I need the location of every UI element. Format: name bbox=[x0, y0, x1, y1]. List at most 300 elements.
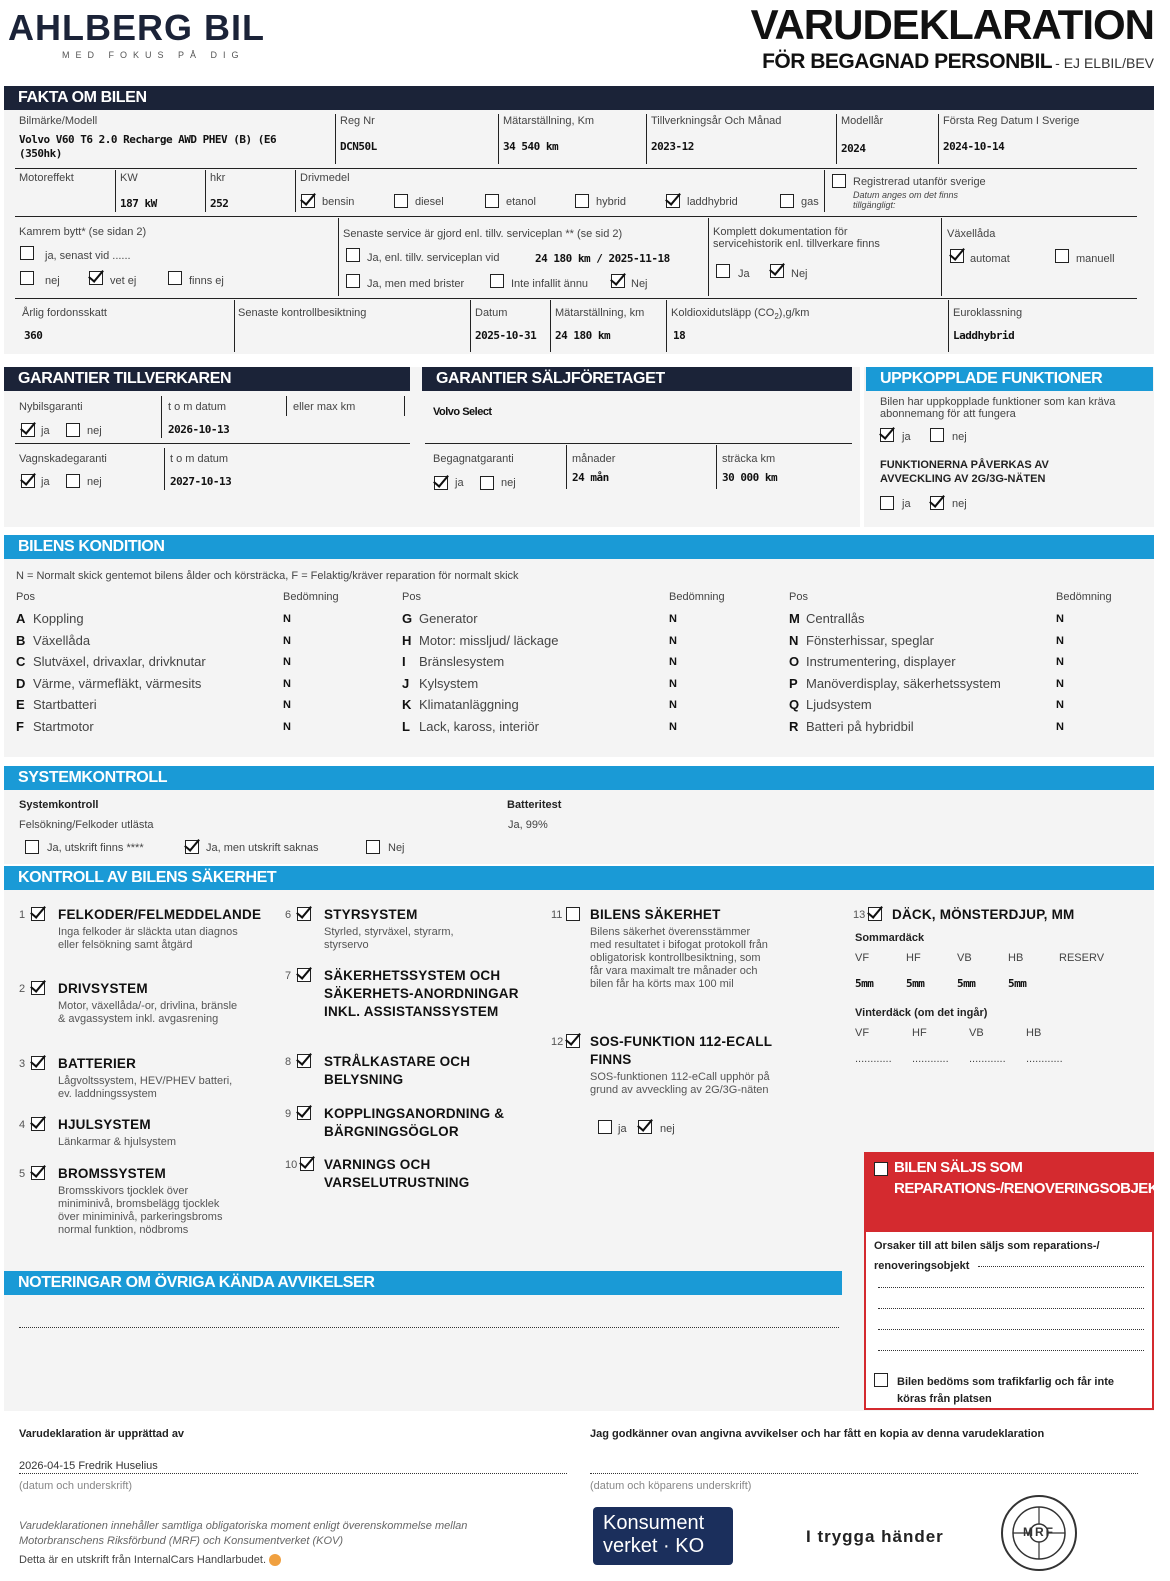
winter-tire-column: VF bbox=[855, 1027, 870, 1039]
connected-no-label: nej bbox=[952, 431, 967, 443]
kondition-item-grade: N bbox=[669, 613, 677, 625]
safety-item-number: 11 bbox=[551, 909, 563, 921]
fuel-etanol-label: etanol bbox=[506, 196, 536, 208]
kondition-item bbox=[789, 676, 1001, 691]
sos-no-checkbox[interactable] bbox=[638, 1120, 652, 1134]
kondition-item-grade: N bbox=[283, 699, 291, 711]
kondition-item bbox=[402, 611, 478, 626]
vagnskade-label: Vagnskadegaranti bbox=[19, 453, 107, 465]
kondition-item-key: B bbox=[16, 632, 26, 648]
repair-reason-label: Orsaker till att bilen säljs som reparations-/ renoveringsobjekt bbox=[874, 1240, 1100, 1272]
modelyear-value: 2024 bbox=[841, 142, 866, 155]
service-flaw-checkbox[interactable] bbox=[346, 274, 360, 288]
servicedoc-label: Komplett dokumentation för servicehistorik enl. tillverkare finns bbox=[713, 226, 880, 250]
winter-tire-depth[interactable]: ............ bbox=[969, 1053, 1006, 1065]
safety-item-number: 8 bbox=[285, 1056, 292, 1068]
model-value: Volvo V60 T6 2.0 Recharge AWD PHEV (B) (E6 (350hk) bbox=[19, 133, 277, 160]
gearbox-manual-checkbox[interactable] bbox=[1055, 249, 1069, 263]
printed-note: Detta är en utskrift från InternalCars Handlarbudet. bbox=[19, 1554, 281, 1566]
safety-item-checkbox[interactable] bbox=[31, 1117, 45, 1131]
fuel-gas-label: gas bbox=[801, 196, 819, 208]
kondition-item-key: F bbox=[16, 718, 24, 734]
mrf-seal-icon bbox=[1000, 1494, 1078, 1572]
safety-item-checkbox[interactable] bbox=[300, 1157, 314, 1171]
safety-item-number: 6 bbox=[285, 909, 292, 921]
kondition-item-label: Batteri på hybridbil bbox=[806, 718, 914, 734]
summer-tire-column: VB bbox=[957, 952, 972, 964]
safety-item-number: 4 bbox=[19, 1119, 26, 1131]
safety-item-checkbox[interactable] bbox=[297, 1106, 311, 1120]
begagnat-yes-label: ja bbox=[455, 477, 464, 489]
summer-tire-column: RESERV bbox=[1059, 952, 1105, 964]
summer-tire-depth: 5mm bbox=[1008, 977, 1027, 990]
kondition-item-key: G bbox=[402, 611, 413, 626]
document-title: VARUDEKLARATION bbox=[750, 1, 1154, 48]
subtitle-main: FÖR BEGAGNAD PERSONBIL bbox=[762, 50, 1053, 73]
system-printed-label: Ja, utskrift finns **** bbox=[47, 842, 144, 854]
manufacture-label: Tillverkningsår Och Månad bbox=[651, 115, 782, 127]
begagnat-label: Begagnatgaranti bbox=[433, 453, 514, 465]
euro-label: Euroklassning bbox=[953, 307, 1023, 319]
service-no-checkbox[interactable] bbox=[611, 274, 625, 288]
service-notdue-label: Inte infallit ännu bbox=[511, 278, 589, 290]
kondition-item bbox=[16, 719, 94, 734]
logo-tagline: MED FOKUS PÅ DIG bbox=[62, 50, 245, 60]
safety-item-description: Lågvoltssystem, HEV/PHEV batteri, ev. laddningssystem bbox=[58, 1075, 233, 1100]
sos-yes-label: ja bbox=[618, 1123, 627, 1135]
summer-tire-depth: 5mm bbox=[855, 977, 874, 990]
service-yes-checkbox[interactable] bbox=[346, 248, 360, 262]
system-no-checkbox[interactable] bbox=[366, 840, 380, 854]
kondition-item-key: Q bbox=[789, 697, 800, 712]
inspection-km-label: Mätarställning, km bbox=[555, 307, 645, 319]
kondition-item bbox=[16, 633, 90, 648]
kondition-item-label: Lack, kaross, interiör bbox=[419, 718, 539, 734]
safety-item-description: Bilens säkerhet överensstämmer med resultatet i bifogat protokoll från obligatorisk kontrollbesiktning, som får vara maximalt tre månader och bilen får ha körts max 100 mil bbox=[590, 926, 768, 990]
trygga-text: I trygga händer bbox=[806, 1527, 944, 1546]
nybil-no-label: nej bbox=[87, 425, 102, 437]
kw-value: 187 kW bbox=[120, 197, 157, 210]
nybil-maxkm-label: eller max km bbox=[293, 401, 356, 413]
kondition-heading: BILENS KONDITION bbox=[4, 535, 1154, 559]
kondition-item bbox=[402, 654, 504, 669]
gearbox-auto-label: automat bbox=[970, 253, 1010, 265]
safety-item-number: 13 bbox=[853, 909, 866, 921]
ko-line1: Konsument bbox=[603, 1512, 705, 1534]
ko-line2: verket · KO bbox=[603, 1535, 705, 1557]
inspection-date-value: 2025-10-31 bbox=[475, 329, 537, 342]
safety-item-title: SOS-FUNKTION 112-ECALL FINNS bbox=[590, 1034, 772, 1067]
subtitle-suffix: - EJ ELBIL/BEV bbox=[1055, 55, 1154, 71]
safety-item-title: VARNINGS OCH VARSELUTRUSTNING bbox=[324, 1157, 470, 1190]
noteringar-heading: NOTERINGAR OM ÖVRIGA KÄNDA AVVIKELSER bbox=[4, 1271, 842, 1295]
connected-yes-checkbox[interactable] bbox=[880, 428, 894, 442]
kondition-item-key: M bbox=[789, 611, 800, 626]
safety-item-title: BATTERIER bbox=[58, 1056, 137, 1071]
safety-item-checkbox[interactable] bbox=[297, 907, 311, 921]
summer-tire-column: HB bbox=[1008, 952, 1024, 964]
seal-text: MRF bbox=[1023, 1525, 1055, 1539]
noteringar-line[interactable] bbox=[19, 1327, 839, 1328]
kondition-item-key: O bbox=[789, 654, 800, 669]
safety-item-title: SÄKERHETSSYSTEM OCH SÄKERHETS-ANORDNINGAR INKL. ASSISTANSSYSTEM bbox=[324, 968, 519, 1019]
winter-tires-label: Vinterdäck (om det ingår) bbox=[855, 1007, 988, 1019]
safety-item-description: SOS-funktionen 112-eCall upphör på grund av avveckling av 2G/3G-näten bbox=[590, 1071, 770, 1096]
kondition-item-label: Ljudsystem bbox=[806, 697, 872, 712]
system-noprint-checkbox[interactable] bbox=[185, 840, 199, 854]
service-yes-label: Ja, enl. tillv. serviceplan vid bbox=[367, 252, 500, 264]
kondition-item-label: Kylsystem bbox=[419, 675, 479, 691]
kondition-item-label: Koppling bbox=[33, 611, 84, 626]
safety-item-number: 2 bbox=[19, 983, 26, 995]
kondition-item-label: Växellåda bbox=[33, 632, 91, 648]
model-label: Bilmärke/Modell bbox=[19, 115, 98, 127]
kondition-item bbox=[402, 676, 478, 691]
kondition-item-grade: N bbox=[283, 720, 291, 733]
kondition-grade-header: Bedömning bbox=[669, 591, 725, 603]
kondition-item-grade: N bbox=[669, 677, 677, 690]
inspection-label: Senaste kontrollbesiktning bbox=[238, 307, 367, 319]
kondition-item-key: H bbox=[402, 632, 412, 648]
kondition-pos-header: Pos bbox=[16, 591, 35, 603]
battery-test-label: Batteritest bbox=[507, 799, 562, 811]
odometer-value: 34 540 km bbox=[503, 140, 559, 153]
approve-text: Jag godkänner ovan angivna avvikelser och har fått en kopia av denna varudeklaration bbox=[590, 1428, 1045, 1440]
abroad-checkbox[interactable] bbox=[832, 174, 846, 188]
service-flaw-label: Ja, men med brister bbox=[367, 278, 465, 290]
winter-tire-column: VB bbox=[969, 1027, 984, 1039]
reg-label: Reg Nr bbox=[340, 115, 375, 127]
safety-item-number: 3 bbox=[19, 1058, 26, 1070]
odometer-label: Mätarställning, Km bbox=[503, 115, 595, 127]
kondition-item-label: Klimatanläggning bbox=[419, 697, 519, 712]
safety-item-description: Länkarmar & hjulsystem bbox=[58, 1136, 176, 1148]
abroad-note: Datum anges om det finns tillgängligt: bbox=[853, 190, 959, 210]
sos-no-label: nej bbox=[660, 1123, 675, 1135]
kondition-item-key: I bbox=[402, 654, 406, 669]
system-printed-checkbox[interactable] bbox=[25, 840, 39, 854]
logo-text: AHLBERG BIL bbox=[8, 7, 265, 48]
safety-item-checkbox[interactable] bbox=[566, 907, 580, 921]
safety-item-number: 1 bbox=[19, 909, 26, 921]
kondition-item bbox=[789, 654, 956, 669]
kondition-section bbox=[4, 535, 1154, 757]
safety-item-description: Motor, växellåda/-or, drivlina, bränsle & avgassystem inkl. avgasrening bbox=[58, 1000, 238, 1025]
fuel-etanol-checkbox[interactable] bbox=[485, 194, 499, 208]
repair-title: BILEN SÄLJS SOM REPARATIONS-/RENOVERINGSOBJEKT bbox=[894, 1159, 1167, 1197]
servicedoc-no-checkbox[interactable] bbox=[770, 264, 784, 278]
safety-item-title: BROMSSYSTEM bbox=[58, 1166, 166, 1181]
service-notdue-checkbox[interactable] bbox=[490, 274, 504, 288]
connected-no-checkbox[interactable] bbox=[930, 428, 944, 442]
safety-item-number: 5 bbox=[19, 1168, 26, 1180]
vagnskade-tom-label: t o m datum bbox=[170, 453, 229, 465]
kondition-item-label: Generator bbox=[419, 611, 478, 626]
tax-value: 360 bbox=[24, 329, 43, 342]
safety-item-title: DRIVSYSTEM bbox=[58, 981, 148, 996]
network-yes-label: ja bbox=[902, 498, 911, 510]
winter-tire-column: HF bbox=[912, 1027, 927, 1039]
kondition-item-label: Slutväxel, drivaxlar, drivknutar bbox=[33, 654, 206, 669]
made-by-label: Varudeklaration är upprättad av bbox=[19, 1428, 185, 1440]
inspection-km-value: 24 180 km bbox=[555, 329, 611, 342]
system-noprint-label: Ja, men utskrift saknas bbox=[206, 842, 319, 854]
kondition-item bbox=[16, 676, 201, 691]
kondition-item-grade: N bbox=[669, 699, 677, 711]
vagnskade-yes-checkbox[interactable] bbox=[21, 474, 35, 488]
kondition-item-grade: N bbox=[1056, 699, 1064, 711]
nybil-label: Nybilsgaranti bbox=[19, 401, 83, 413]
kamrem-unknown-checkbox[interactable] bbox=[89, 271, 103, 285]
fuel-hybrid-checkbox[interactable] bbox=[575, 194, 589, 208]
kondition-item-label: Fönsterhissar, speglar bbox=[806, 632, 934, 648]
begagnat-no-checkbox[interactable] bbox=[480, 476, 494, 490]
kondition-item bbox=[402, 719, 539, 734]
begagnat-months-value: 24 mån bbox=[572, 471, 609, 484]
kondition-item-label: Motor: missljud/ läckage bbox=[419, 632, 559, 648]
safety-item-checkbox[interactable] bbox=[31, 1056, 45, 1070]
kondition-item-key: E bbox=[16, 697, 25, 712]
kamrem-label: Kamrem bytt* (se sidan 2) bbox=[19, 226, 147, 238]
safety-item-title: HJULSYSTEM bbox=[58, 1117, 151, 1132]
safety-item-title: BILENS SÄKERHET bbox=[590, 907, 721, 922]
safety-item-title: STRÅLKASTARE OCH BELYSNING bbox=[324, 1054, 471, 1087]
manufacture-value: 2023-12 bbox=[651, 140, 694, 153]
summer-tire-depth: 5mm bbox=[906, 977, 925, 990]
kondition-item-grade: N bbox=[1056, 677, 1064, 690]
begagnat-months-label: månader bbox=[572, 453, 616, 465]
kondition-item bbox=[789, 697, 872, 712]
company-logo bbox=[8, 8, 265, 60]
nybil-yes-checkbox[interactable] bbox=[21, 423, 35, 437]
kondition-item-grade: N bbox=[283, 677, 291, 690]
summer-tire-column: HF bbox=[906, 952, 921, 964]
kondition-item-grade: N bbox=[669, 634, 677, 647]
kondition-legend: N = Normalt skick gentemot bilens ålder och körsträcka, F = Felaktig/kräver reparation för normalt skick bbox=[16, 570, 519, 582]
kondition-item-grade: N bbox=[283, 656, 291, 668]
gearbox-auto-checkbox[interactable] bbox=[950, 249, 964, 263]
uppkopplade-heading: UPPKOPPLADE FUNKTIONER bbox=[866, 367, 1153, 391]
servicedoc-yes-label: Ja bbox=[738, 268, 750, 280]
inspection-date-label: Datum bbox=[475, 307, 508, 319]
network-warning: FUNKTIONERNA PÅVERKAS AV AVVECKLING AV 2G/3G-NÄTEN bbox=[880, 459, 1049, 485]
kondition-item-label: Bränslesystem bbox=[419, 654, 505, 669]
safety-item-number: 7 bbox=[285, 970, 292, 982]
safety-item-checkbox[interactable] bbox=[31, 981, 45, 995]
safety-item-title: FELKODER/FELMEDDELANDE bbox=[58, 907, 262, 922]
network-no-label: nej bbox=[952, 498, 967, 510]
battery-test-value: Ja, 99% bbox=[508, 819, 548, 831]
fuel-diesel-checkbox[interactable] bbox=[394, 194, 408, 208]
system-sub: Felsökning/Felkoder utlästa bbox=[19, 819, 154, 831]
buyer-signature-line[interactable] bbox=[590, 1473, 1138, 1474]
kamrem-none-checkbox[interactable] bbox=[168, 271, 182, 285]
firstreg-label: Första Reg Datum I Sverige bbox=[943, 115, 1080, 127]
safety-item-description: Bromsskivors tjocklek över miniminivå, bromsbelägg tjocklek över miniminivå, parkeringsbroms normal funktion, nödbroms bbox=[58, 1185, 223, 1236]
safety-item-description: Inga felkoder är släckta utan diagnos eller felsökning samt åtgärd bbox=[58, 926, 238, 951]
modelyear-label: Modellår bbox=[841, 115, 884, 127]
kamrem-no-label: nej bbox=[45, 275, 60, 287]
safety-item-title: STYRSYSTEM bbox=[324, 907, 418, 922]
safety-item-checkbox[interactable] bbox=[566, 1034, 580, 1048]
seller-warranty-name: Volvo Select bbox=[433, 406, 492, 418]
seller-signature-hint: (datum och underskrift) bbox=[19, 1480, 133, 1492]
fuel-bensin-checkbox[interactable] bbox=[301, 194, 315, 208]
fuel-laddhybrid-label: laddhybrid bbox=[687, 196, 738, 208]
kw-label: KW bbox=[120, 172, 138, 184]
safety-item-description: Styrled, styrväxel, styrarm, styrservo bbox=[324, 926, 454, 951]
system-label: Systemkontroll bbox=[19, 799, 99, 811]
kamrem-unknown-label: vet ej bbox=[110, 275, 137, 287]
fuel-bensin-label: bensin bbox=[322, 196, 355, 208]
summer-tire-column: VF bbox=[855, 952, 870, 964]
uppkopplade-text: Bilen har uppkopplade funktioner som kan kräva abonnemang för att fungera bbox=[880, 396, 1116, 420]
kondition-item-key: K bbox=[402, 697, 412, 712]
safety-item-checkbox[interactable] bbox=[297, 968, 311, 982]
network-no-checkbox[interactable] bbox=[930, 496, 944, 510]
safety-item-title: DÄCK, MÖNSTERDJUP, MM bbox=[892, 907, 1075, 922]
seller-signature-value[interactable]: 2026-04-15 Fredrik Huselius bbox=[19, 1460, 158, 1472]
kondition-item-key: N bbox=[789, 632, 799, 648]
sos-yes-checkbox[interactable] bbox=[598, 1120, 612, 1134]
tax-label: Årlig fordonsskatt bbox=[22, 307, 107, 319]
safety-item-checkbox[interactable] bbox=[868, 907, 882, 921]
kondition-item-grade: N bbox=[1056, 613, 1064, 625]
kondition-item bbox=[402, 697, 519, 712]
garanti-salj-section bbox=[414, 367, 860, 527]
kondition-item bbox=[789, 719, 914, 734]
summer-tire-depth: 5mm bbox=[957, 977, 976, 990]
kondition-pos-header: Pos bbox=[402, 591, 421, 603]
safety-item-number: 12 bbox=[551, 1036, 564, 1048]
nybil-date-value: 2026-10-13 bbox=[168, 423, 230, 436]
kondition-item-grade: N bbox=[1056, 656, 1064, 668]
co2-value: 18 bbox=[673, 329, 686, 342]
hk-value: 252 bbox=[210, 197, 229, 210]
kondition-item-label: Instrumentering, displayer bbox=[806, 654, 956, 669]
safety-item-number: 10 bbox=[285, 1159, 298, 1171]
power-label: Motoreffekt bbox=[19, 172, 74, 184]
co2-label: Koldioxidutsläpp $(CO_2),g/km$ bbox=[671, 307, 810, 322]
fuel-diesel-label: diesel bbox=[415, 196, 444, 208]
kondition-item-key: D bbox=[16, 675, 26, 691]
kondition-item-label: Startbatteri bbox=[33, 697, 97, 712]
vagnskade-yes-label: ja bbox=[41, 476, 50, 488]
kondition-item-label: Värme, värmefläkt, värmesits bbox=[33, 675, 202, 691]
kondition-item-key: C bbox=[16, 654, 26, 669]
handlarbudet-icon bbox=[269, 1554, 281, 1566]
nybil-no-checkbox[interactable] bbox=[66, 423, 80, 437]
safety-item-checkbox[interactable] bbox=[297, 1054, 311, 1068]
kondition-item bbox=[789, 611, 865, 626]
kondition-item bbox=[789, 633, 934, 648]
winter-tire-depth[interactable]: ............ bbox=[1026, 1053, 1063, 1065]
garanti-salj-heading: GARANTIER SÄLJFÖRETAGET bbox=[422, 367, 852, 391]
kondition-item-key: A bbox=[16, 611, 26, 626]
abroad-label: Registrerad utanför sverige bbox=[853, 176, 986, 188]
document-subtitle bbox=[762, 50, 1154, 74]
kondition-item-grade: N bbox=[1056, 634, 1064, 647]
fakta-heading: FAKTA OM BILEN bbox=[4, 86, 1154, 110]
safety-item-checkbox[interactable] bbox=[31, 907, 45, 921]
servicedoc-yes-checkbox[interactable] bbox=[716, 264, 730, 278]
kondition-item-label: Centrallås bbox=[806, 611, 865, 626]
kondition-item bbox=[402, 633, 558, 648]
kamrem-yes-label: ja, senast vid ...... bbox=[45, 250, 131, 262]
system-no-label: Nej bbox=[388, 842, 405, 854]
fuel-gas-checkbox[interactable] bbox=[780, 194, 794, 208]
traffic-danger-label: Bilen bedöms som trafikfarlig och får inte köras från platsen bbox=[897, 1376, 1114, 1405]
servicedoc-no-label: Nej bbox=[791, 268, 808, 280]
kamrem-none-label: finns ej bbox=[189, 275, 224, 287]
kondition-item-grade: N bbox=[283, 634, 291, 647]
safety-item-title: KOPPLINGSANORDNING & BÄRGNINGSÖGLOR bbox=[324, 1106, 505, 1139]
repair-checkbox[interactable] bbox=[874, 1162, 888, 1176]
summer-tires-label: Sommardäck bbox=[855, 932, 925, 944]
begagnat-km-label: sträcka km bbox=[722, 453, 776, 465]
network-yes-checkbox[interactable] bbox=[880, 496, 894, 510]
safety-item-number: 9 bbox=[285, 1108, 292, 1120]
kondition-item bbox=[16, 611, 84, 626]
kondition-item-key: J bbox=[402, 675, 410, 691]
kondition-item bbox=[16, 654, 206, 669]
kondition-item-key: P bbox=[789, 675, 798, 691]
nybil-yes-label: ja bbox=[41, 425, 50, 437]
begagnat-yes-checkbox[interactable] bbox=[434, 476, 448, 490]
begagnat-km-value: 30 000 km bbox=[722, 471, 778, 484]
kamrem-no-checkbox[interactable] bbox=[20, 271, 34, 285]
winter-tire-depth[interactable]: ............ bbox=[855, 1053, 892, 1065]
garanti-tillv-heading: GARANTIER TILLVERKAREN bbox=[4, 367, 410, 391]
service-no-label: Nej bbox=[631, 278, 648, 290]
traffic-danger-checkbox[interactable] bbox=[874, 1373, 888, 1387]
nybil-tom-label: t o m datum bbox=[168, 401, 227, 413]
vagnskade-no-checkbox[interactable] bbox=[66, 474, 80, 488]
konsumentverket-logo bbox=[593, 1507, 733, 1565]
winter-tire-column: HB bbox=[1026, 1027, 1042, 1039]
reg-value: DCN50L bbox=[340, 140, 377, 153]
connected-yes-label: ja bbox=[902, 431, 911, 443]
kondition-item bbox=[16, 697, 97, 712]
kamrem-yes-checkbox[interactable] bbox=[20, 246, 34, 260]
kondition-item-grade: N bbox=[669, 720, 677, 733]
sakerhet-heading: KONTROLL AV BILENS SÄKERHET bbox=[4, 866, 1154, 890]
kondition-item-label: Manöverdisplay, säkerhetssystem bbox=[806, 675, 1001, 691]
garanti-tillv-section bbox=[4, 367, 414, 527]
hk-label: hkr bbox=[210, 172, 226, 184]
fuel-laddhybrid-checkbox[interactable] bbox=[666, 194, 680, 208]
gearbox-label: Växellåda bbox=[947, 228, 996, 240]
kondition-item-key: L bbox=[402, 718, 410, 734]
kondition-item-key: R bbox=[789, 718, 799, 734]
fuel-label: Drivmedel bbox=[300, 172, 350, 184]
kondition-item-grade: N bbox=[283, 613, 291, 625]
firstreg-value: 2024-10-14 bbox=[943, 140, 1005, 153]
buyer-signature-hint: (datum och köparens underskrift) bbox=[590, 1480, 752, 1492]
system-heading: SYSTEMKONTROLL bbox=[4, 766, 1154, 790]
kondition-item-grade: N bbox=[669, 656, 677, 668]
winter-tire-depth[interactable]: ............ bbox=[912, 1053, 949, 1065]
kondition-item-label: Startmotor bbox=[33, 718, 94, 734]
service-value: 24 180 km / 2025-11-18 bbox=[535, 252, 670, 265]
fuel-hybrid-label: hybrid bbox=[596, 196, 626, 208]
kondition-grade-header: Bedömning bbox=[283, 591, 339, 603]
gearbox-manual-label: manuell bbox=[1076, 253, 1115, 265]
kondition-grade-header: Bedömning bbox=[1056, 591, 1112, 603]
safety-item-checkbox[interactable] bbox=[31, 1166, 45, 1180]
euro-value: Laddhybrid bbox=[953, 329, 1015, 342]
service-label: Senaste service är gjord enl. tillv. serviceplan ** (se sid 2) bbox=[343, 228, 623, 240]
